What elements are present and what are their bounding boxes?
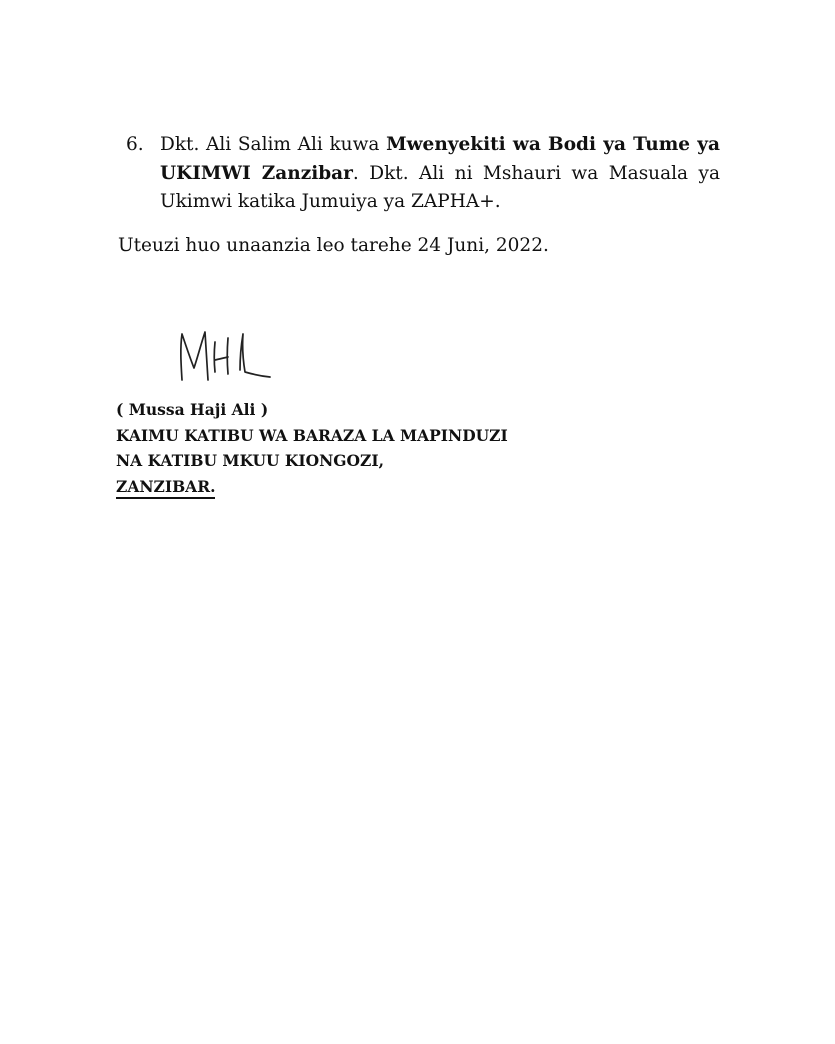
list-item-number: 6.: [126, 134, 144, 155]
signatory-block: [116, 397, 508, 499]
signatory-location: ZANZIBAR.: [116, 477, 215, 499]
effective-date-statement: Uteuzi huo unaanzia leo tarehe 24 Juni, 2022.: [118, 235, 549, 256]
signatory-name: ( Mussa Haji Ali ): [116, 400, 269, 419]
signatory-title-line-1: KAIMU KATIBU WA BARAZA LA MAPINDUZI: [116, 425, 508, 445]
handwritten-signature: [168, 322, 288, 392]
signatory-title-line-2: NA KATIBU MKUU KIONGOZI,: [116, 451, 385, 470]
list-item-description: . Dkt. Ali ni Mshauri wa Masuala ya Ukimwi katika Jumuiya ya ZAPHA+.: [160, 162, 720, 212]
list-item-intro: Dkt. Ali Salim Ali kuwa: [160, 134, 380, 155]
list-item-position-title: Mwenyekiti wa Bodi ya Tume ya UKIMWI Zanzibar: [160, 134, 720, 184]
list-item-text: [160, 131, 720, 217]
